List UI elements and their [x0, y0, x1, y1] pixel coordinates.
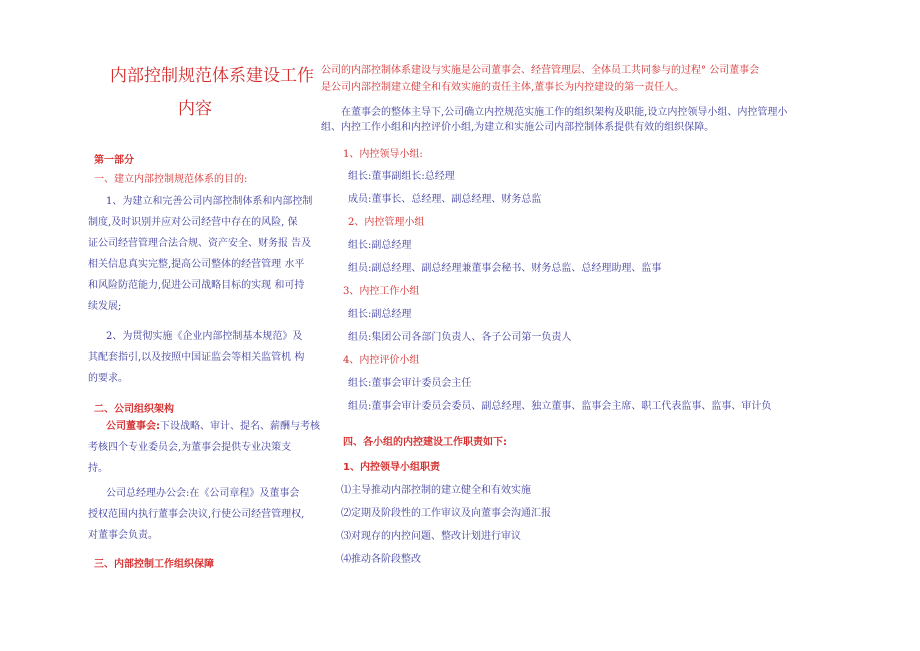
paragraph-line: 考核四个专业委员会,为董事会提供专业决策支: [88, 442, 292, 453]
gm-office-paragraph: [88, 483, 304, 546]
section-heading-guarantee: 三、内部控制工作组织保障: [94, 559, 214, 570]
purpose-paragraph-1: [88, 191, 312, 317]
paragraph-line: 下设战略、审计、提名、薪酬与考核: [160, 421, 320, 432]
paragraph-line: 相关信息真实完整,提高公司整体的经营管理 水平: [88, 259, 305, 270]
doc-title-line2: 内容: [178, 99, 212, 119]
group-members: 组员:副总经理、副总经理兼董事会秘书、财务总监、总经理助理、监事: [348, 263, 662, 274]
paragraph-line: 和风险防范能力,促进公司战略目标的实现 和可持: [88, 280, 305, 291]
paragraph-line: 制度,及时识别并应对公司经营中存在的风险, 保: [88, 217, 298, 228]
intro-p2-line-2: 组、内控工作小组和内控评价小组,为建立和实施公司内部控制体系提供有效的组织保障。: [321, 122, 715, 133]
subsection-heading: 1、内控领导小组职责: [343, 462, 440, 473]
intro-line-2: 是公司内部控制建立健全和有效实施的责任主体,董事长为内控建设的第一责任人。: [321, 82, 685, 93]
duty-item: ⑶对现存的内控问题、整改计划进行审议: [341, 531, 521, 542]
group-members: 成员:董事长、总经理、副总经理、财务总监: [348, 194, 542, 205]
group-title: 3、内控工作小组: [343, 286, 420, 297]
duty-item: ⑷推动各阶段整改: [341, 554, 421, 565]
paragraph-line: 1、为建立和完善公司内部控制体系和内部控制: [106, 196, 313, 207]
board-label: 公司董事会:: [106, 421, 160, 432]
group-members: 组员:董事会审计委员会委员、副总经理、独立董事、监事会主席、职工代表监事、监事、审计负: [348, 401, 772, 412]
group-title: 1、内控领导小组:: [343, 149, 423, 160]
intro-p2-line-1: 在董事会的整体主导下,公司确立内控规范实施工作的组织架构及职能,设立内控领导小组、内控管理小: [341, 107, 788, 118]
paragraph-line: 2、为贯彻实施《企业内部控制基本规范》及: [106, 331, 303, 342]
intro-line-1-tail: 公司董事会: [709, 65, 760, 76]
group-leader: 组长:副总经理: [348, 240, 412, 251]
paragraph-line: 其配套指引,以及按照中国证监会等相关监管机 构: [88, 352, 305, 363]
paragraph-line: 的要求。: [88, 373, 128, 384]
group-leader: 组长:董事会审计委员会主任: [348, 378, 472, 389]
intro-line-1-text: 公司的内部控制体系建设与实施是公司董事会、经营管理层、全体员工共同参与的过程: [321, 65, 701, 76]
group-title: 4、内控评价小组: [343, 355, 420, 366]
doc-title-line1: 内部控制规范体系建设工作: [110, 66, 314, 86]
group-title: 2、内控管理小组: [348, 217, 425, 228]
duty-item: ⑵定期及阶段性的工作审议及向董事会沟通汇报: [341, 508, 551, 519]
group-members: 组员:集团公司各部门负责人、各子公司第一负责人: [348, 332, 572, 343]
paragraph-line: 证公司经营管理合法合规、资产安全、财务报 告及: [88, 238, 312, 249]
paragraph-line: 对董事会负责。: [88, 530, 158, 541]
part-heading: 第一部分: [94, 155, 134, 166]
section-heading-duties: 四、各小组的内控建设工作职责如下:: [343, 437, 507, 448]
section-heading-org: 二、公司组织架构: [94, 404, 174, 415]
paragraph-line: 续发展;: [88, 301, 122, 312]
board-paragraph: [88, 416, 320, 479]
paragraph-line: 持。: [88, 463, 108, 474]
duty-item: ⑴主导推动内部控制的建立健全和有效实施: [341, 485, 531, 496]
purpose-paragraph-2: [88, 326, 304, 389]
paragraph-line: 授权范围内执行董事会决议,行使公司经营管理权,: [88, 509, 305, 520]
paragraph-line: 公司总经理办公会:在《公司章程》及董事会: [106, 488, 300, 499]
group-leader: 组长:副总经理: [348, 309, 412, 320]
section-heading-purpose: 一、建立内部控制规范体系的目的:: [94, 174, 248, 185]
group-leader: 组长:董事副组长:总经理: [348, 171, 455, 182]
intro-line-1: 公司的内部控制体系建设与实施是公司董事会、经营管理层、全体员工共同参与的过程° 公司董事会: [321, 65, 760, 76]
